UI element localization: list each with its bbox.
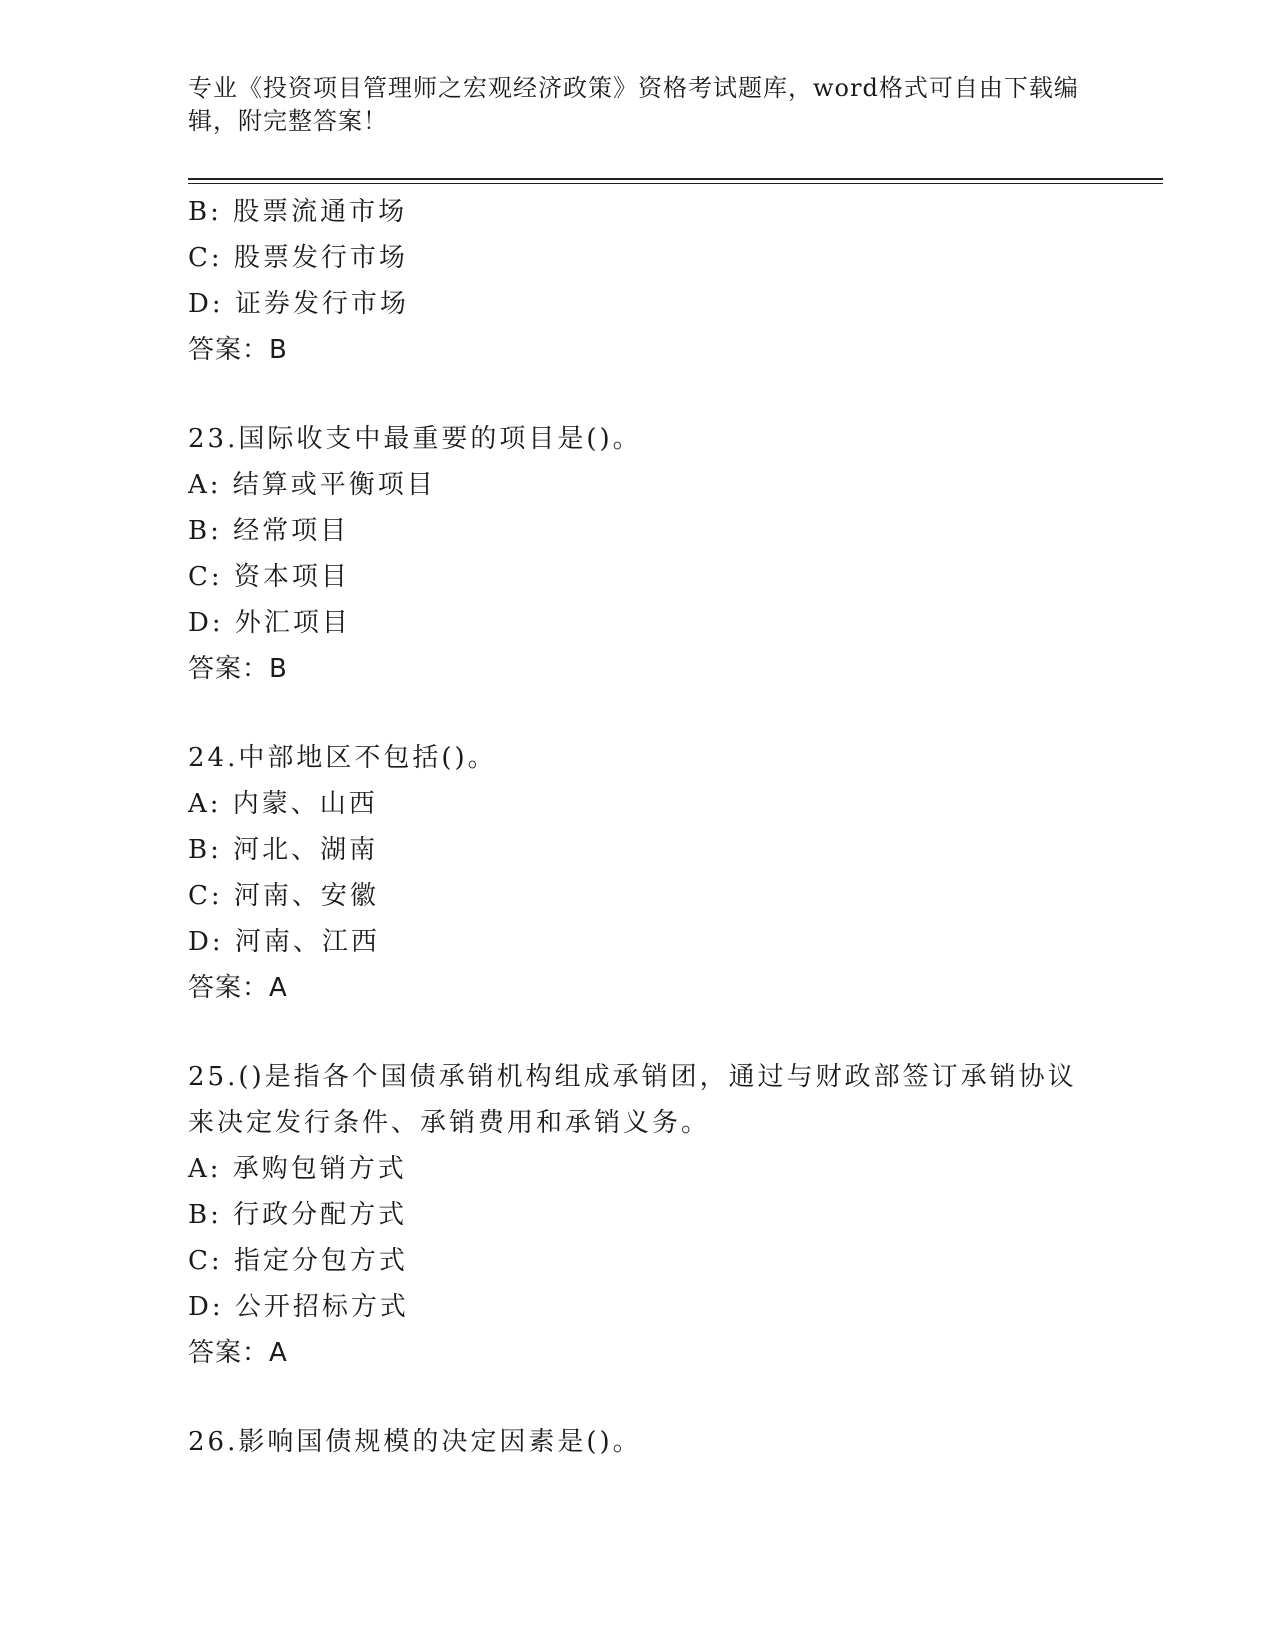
question-list <box>188 189 1088 1465</box>
header-intro-line-1: 专业《投资项目管理师之宏观经济政策》资格考试题库，word格式可自由下载编 <box>188 74 1079 102</box>
option-a: A: 承购包销方式 <box>188 1154 407 1184</box>
question-stem: 23.国际收支中最重要的项目是()。 <box>188 424 642 454</box>
option-d: D: 证券发行市场 <box>188 289 409 319</box>
answer-label: 答案：A <box>188 973 288 1003</box>
question-24 <box>188 735 1088 1011</box>
answer-label: 答案：A <box>188 1338 288 1368</box>
option-c: C: 股票发行市场 <box>188 243 408 273</box>
option-a: A: 内蒙、山西 <box>188 789 378 819</box>
option-b: B: 行政分配方式 <box>188 1200 408 1230</box>
header-intro-line-2: 辑，附完整答案！ <box>188 107 388 135</box>
question-stem-line-2: 来决定发行条件、承销费用和承销义务。 <box>188 1108 711 1138</box>
question-26 <box>188 1419 1088 1465</box>
document-header <box>188 72 1088 138</box>
question-stem: 24.中部地区不包括()。 <box>188 743 497 773</box>
header-divider-thin <box>188 183 1163 184</box>
option-d: D: 外汇项目 <box>188 608 351 638</box>
option-c: C: 指定分包方式 <box>188 1246 408 1276</box>
option-b: B: 经常项目 <box>188 516 350 546</box>
question-stem: 26.影响国债规模的决定因素是()。 <box>188 1427 642 1457</box>
answer-label: 答案：B <box>188 335 288 365</box>
option-b: B: 股票流通市场 <box>188 197 408 227</box>
option-c: C: 资本项目 <box>188 562 350 592</box>
option-b: B: 河北、湖南 <box>188 835 379 865</box>
question-23 <box>188 416 1088 692</box>
answer-label: 答案：B <box>188 654 288 684</box>
question-stem-line-1: 25.()是指各个国债承销机构组成承销团，通过与财政部签订承销协议 <box>188 1062 1077 1092</box>
option-d: D: 河南、江西 <box>188 927 380 957</box>
option-c: C: 河南、安徽 <box>188 881 379 911</box>
question-25 <box>188 1054 1088 1376</box>
header-divider-thick <box>188 178 1163 180</box>
question-22-partial <box>188 189 1088 373</box>
option-a: A: 结算或平衡项目 <box>188 470 436 500</box>
option-d: D: 公开招标方式 <box>188 1292 409 1322</box>
